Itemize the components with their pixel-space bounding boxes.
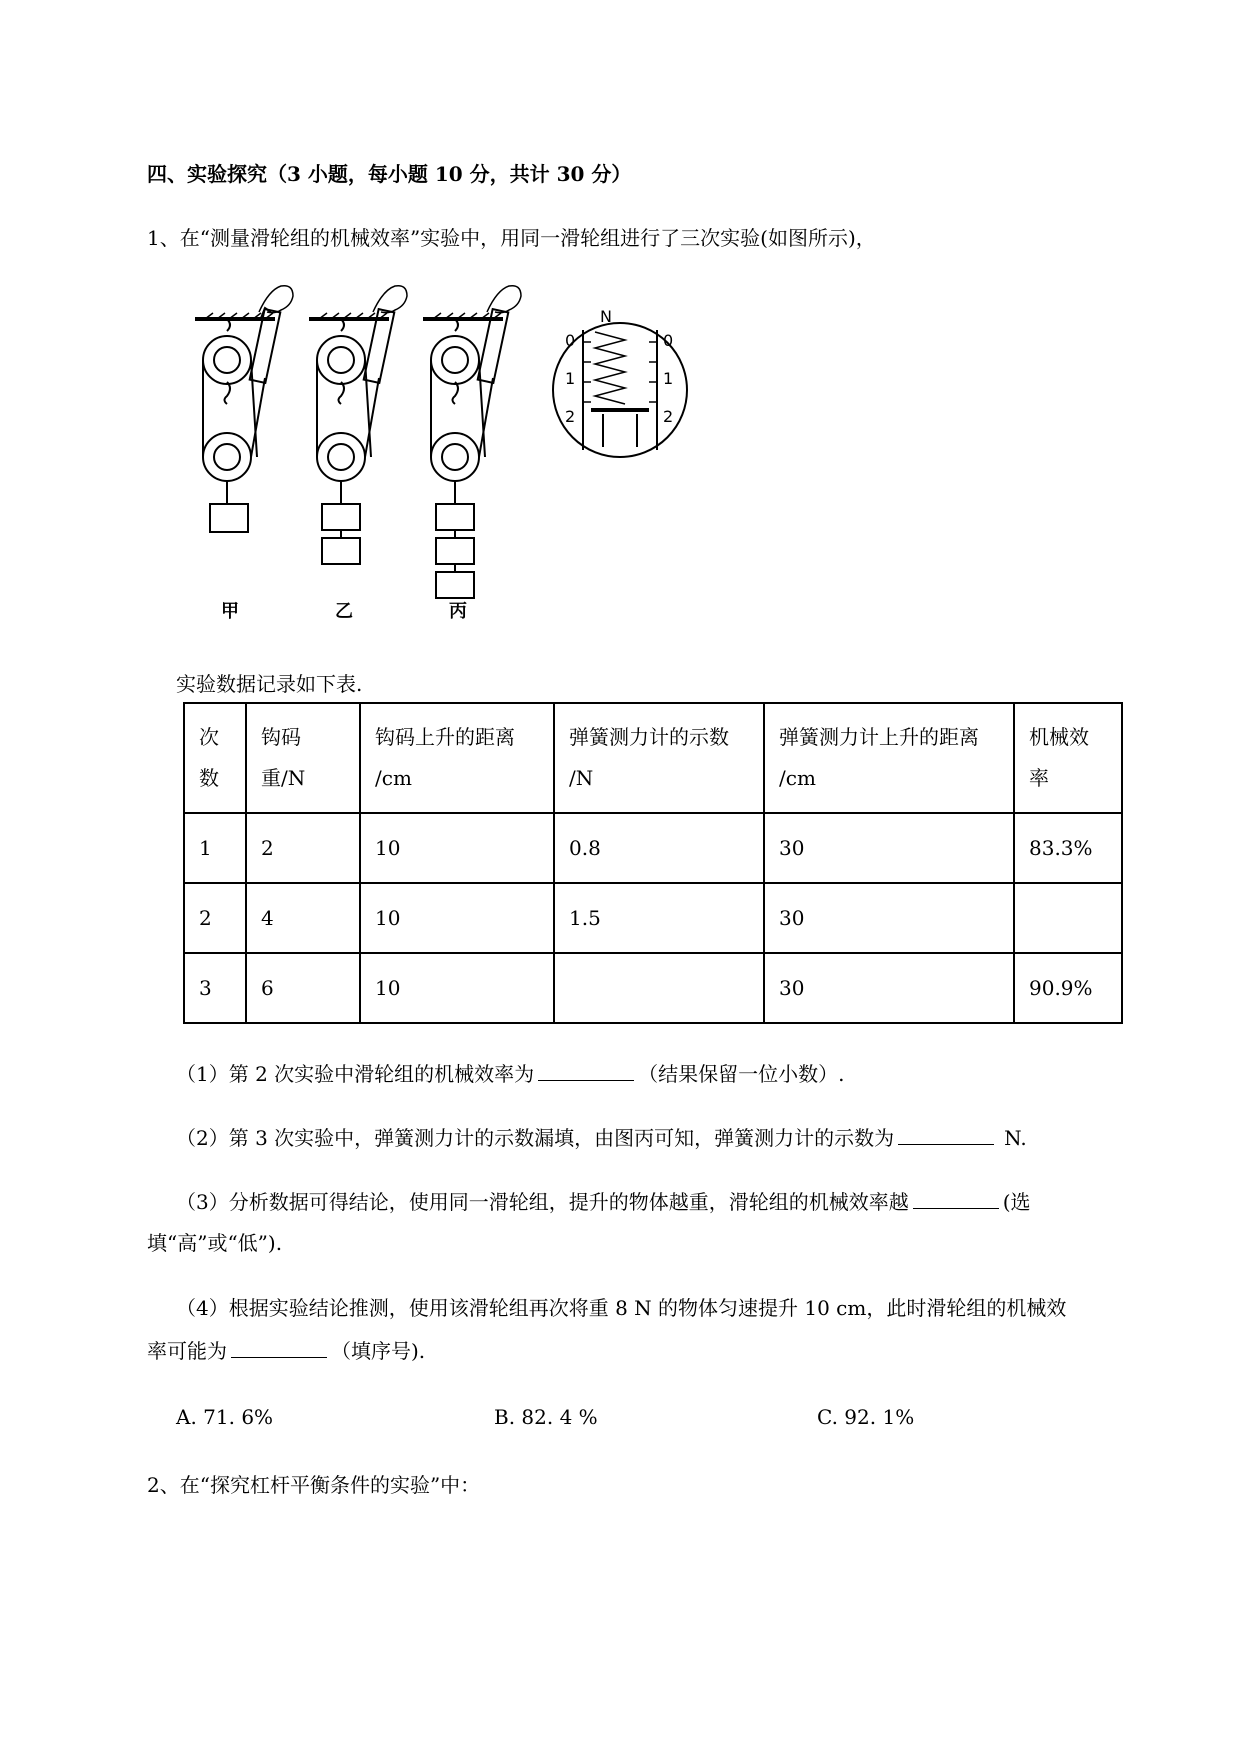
table-cell: 2: [184, 883, 246, 953]
answer-blank-2[interactable]: [898, 1124, 994, 1145]
table-cell: 2: [246, 813, 360, 883]
table-cell: [554, 953, 764, 1023]
option-b[interactable]: B. 82. 4 %: [494, 1405, 598, 1429]
table-cell: 90.9%: [1014, 953, 1122, 1023]
table-cell: 0.8: [554, 813, 764, 883]
table-cell: 3: [184, 953, 246, 1023]
table-cell: 1.5: [554, 883, 764, 953]
header-cell-hook-weight: 钩码重/N: [246, 703, 360, 813]
table-cell: 30: [764, 953, 1014, 1023]
experiment-data-table: [183, 702, 1123, 1024]
header-cell-efficiency: 机械效 率: [1014, 703, 1122, 813]
dial-tick-left-0: 0: [565, 331, 576, 350]
table-cell: 10: [360, 813, 554, 883]
sub-question-4: （4）根据实验结论推测，使用该滑轮组再次将重 8 N 的物体匀速提升 10 cm，此时滑轮组的机械效: [176, 1296, 1067, 1320]
dial-tick-right-2: 2: [663, 407, 674, 426]
sub-question-2: （2）第 3 次实验中，弹簧测力计的示数漏填，由图丙可知，弹簧测力计的示数为 N.: [176, 1126, 1027, 1150]
table-cell: 4: [246, 883, 360, 953]
section-title: 四、实验探究（3 小题，每小题 10 分，共计 30 分）: [147, 162, 632, 186]
table-cell: 6: [246, 953, 360, 1023]
table-row: [184, 883, 1122, 953]
table-cell: 30: [764, 813, 1014, 883]
pulley-setup-bing: [423, 286, 521, 598]
sub-question-3: （3）分析数据可得结论，使用同一滑轮组，提升的物体越重，滑轮组的机械效率越 (选: [176, 1190, 1031, 1214]
figure-label-yi: 乙: [335, 601, 353, 622]
header-cell-times: 次数: [184, 703, 246, 813]
dial-tick-right-0: 0: [663, 331, 674, 350]
question-2-stem: 2、在“探究杠杆平衡条件的实验”中：: [147, 1473, 481, 1497]
option-a[interactable]: A. 71. 6%: [176, 1405, 274, 1429]
question-1-stem: 1、在“测量滑轮组的机械效率”实验中，用同一滑轮组进行了三次实验(如图所示)，: [147, 226, 876, 250]
dial-tick-left-2: 2: [565, 407, 576, 426]
option-c[interactable]: C. 92. 1%: [817, 1405, 915, 1429]
dial-tick-right-1: 1: [663, 369, 674, 388]
table-cell: 10: [360, 953, 554, 1023]
table-header-row: [184, 703, 1122, 813]
sub-question-3-cont: 填“高”或“低”).: [147, 1231, 283, 1255]
figure-label-bing: 丙: [449, 601, 467, 622]
pulley-figure: [195, 282, 705, 632]
answer-blank-3[interactable]: [913, 1188, 999, 1209]
pulley-setup-yi: [309, 286, 407, 564]
table-cell: [1014, 883, 1122, 953]
table-cell: 83.3%: [1014, 813, 1122, 883]
answer-blank-1[interactable]: [538, 1060, 634, 1081]
dial-unit: N: [600, 307, 612, 326]
table-caption: 实验数据记录如下表.: [176, 672, 363, 696]
header-cell-hook-distance: 钩码上升的距离 /cm: [360, 703, 554, 813]
table-cell: 10: [360, 883, 554, 953]
table-cell: 1: [184, 813, 246, 883]
answer-blank-4[interactable]: [231, 1337, 327, 1358]
table-cell: 30: [764, 883, 1014, 953]
header-cell-scale-distance: 弹簧测力计上升的距离 /cm: [764, 703, 1014, 813]
table-row: [184, 813, 1122, 883]
sub-question-4-cont: 率可能为 （填序号).: [147, 1339, 426, 1363]
header-cell-scale-reading: 弹簧测力计的示数 /N: [554, 703, 764, 813]
sub-question-1: （1）第 2 次实验中滑轮组的机械效率为 （结果保留一位小数）.: [176, 1062, 845, 1086]
pulley-setup-jia: [195, 286, 293, 532]
figure-label-jia: 甲: [221, 601, 239, 622]
table-row: [184, 953, 1122, 1023]
dial-tick-left-1: 1: [565, 369, 576, 388]
